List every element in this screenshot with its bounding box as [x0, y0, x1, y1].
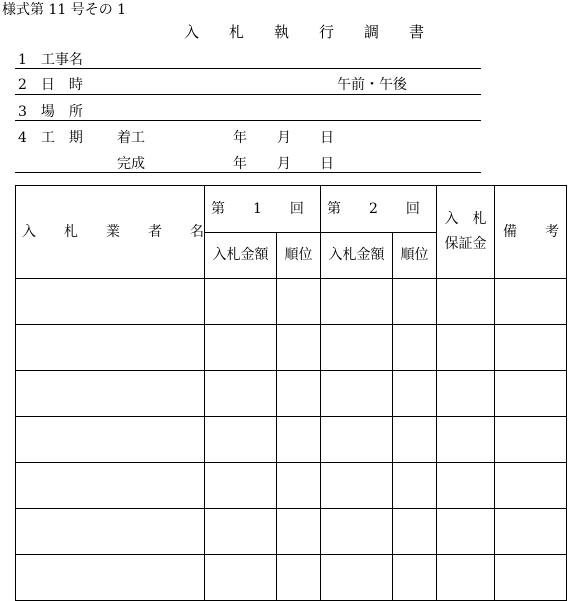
- bidder-cell[interactable]: [16, 509, 205, 555]
- rank1-cell[interactable]: [277, 325, 321, 371]
- deposit-cell[interactable]: [437, 325, 495, 371]
- round2-header: 第 2 回: [321, 186, 437, 233]
- rank1-cell[interactable]: [277, 371, 321, 417]
- amount1-cell[interactable]: [205, 555, 277, 601]
- datetime-underline: [15, 94, 481, 95]
- rank2-cell[interactable]: [393, 279, 437, 325]
- bidder-header: 入 札 業 者 名: [16, 186, 205, 279]
- amount2-cell[interactable]: [321, 509, 393, 555]
- amount2-cell[interactable]: [321, 555, 393, 601]
- end-month: 月: [277, 156, 291, 172]
- work-name-label: 1 工事名: [18, 52, 83, 68]
- table-row: [16, 509, 567, 555]
- deposit-cell[interactable]: [437, 417, 495, 463]
- round2-rank-header: 順位: [393, 233, 437, 279]
- remarks-cell[interactable]: [495, 509, 567, 555]
- rank1-cell[interactable]: [277, 417, 321, 463]
- amount1-cell[interactable]: [205, 325, 277, 371]
- remarks-cell[interactable]: [495, 371, 567, 417]
- rank2-cell[interactable]: [393, 371, 437, 417]
- bidder-cell[interactable]: [16, 325, 205, 371]
- amount1-cell[interactable]: [205, 279, 277, 325]
- amount2-cell[interactable]: [321, 325, 393, 371]
- datetime-label: 2 日 時: [18, 77, 83, 93]
- remarks-header: 備 考: [495, 186, 567, 279]
- deposit-cell[interactable]: [437, 371, 495, 417]
- round1-header: 第 1 回: [205, 186, 321, 233]
- amount2-cell[interactable]: [321, 279, 393, 325]
- amount1-cell[interactable]: [205, 371, 277, 417]
- table-row: [16, 555, 567, 601]
- start-day: 日: [320, 130, 334, 146]
- amount1-cell[interactable]: [205, 417, 277, 463]
- place-label: 3 場 所: [18, 104, 83, 120]
- bidder-cell[interactable]: [16, 417, 205, 463]
- amount2-cell[interactable]: [321, 371, 393, 417]
- end-year: 年: [233, 156, 247, 172]
- am-pm-text: 午前・午後: [337, 77, 407, 93]
- period-label: 4 工 期: [18, 130, 83, 146]
- remarks-cell[interactable]: [495, 555, 567, 601]
- deposit-cell[interactable]: [437, 279, 495, 325]
- table-row: [16, 463, 567, 509]
- deposit-header: 入 札 保証金: [437, 186, 495, 279]
- round2-amount-header: 入札金額: [321, 233, 393, 279]
- table-row: [16, 325, 567, 371]
- rank1-cell[interactable]: [277, 279, 321, 325]
- amount1-cell[interactable]: [205, 463, 277, 509]
- remarks-cell[interactable]: [495, 279, 567, 325]
- place-underline: [15, 120, 481, 121]
- rank1-cell[interactable]: [277, 509, 321, 555]
- work-name-underline: [15, 68, 481, 69]
- end-day: 日: [320, 156, 334, 172]
- rank1-cell[interactable]: [277, 463, 321, 509]
- deposit-cell[interactable]: [437, 555, 495, 601]
- bidder-cell[interactable]: [16, 279, 205, 325]
- table-row: [16, 279, 567, 325]
- rank2-cell[interactable]: [393, 417, 437, 463]
- rank2-cell[interactable]: [393, 509, 437, 555]
- bidder-cell[interactable]: [16, 555, 205, 601]
- table-row: [16, 417, 567, 463]
- deposit-cell[interactable]: [437, 509, 495, 555]
- remarks-cell[interactable]: [495, 463, 567, 509]
- remarks-cell[interactable]: [495, 417, 567, 463]
- table-row: [16, 371, 567, 417]
- start-label: 着工: [117, 130, 145, 146]
- round1-rank-header: 順位: [277, 233, 321, 279]
- bid-table: [15, 185, 567, 601]
- period-underline: [15, 172, 481, 173]
- rank2-cell[interactable]: [393, 463, 437, 509]
- rank1-cell[interactable]: [277, 555, 321, 601]
- amount2-cell[interactable]: [321, 463, 393, 509]
- start-month: 月: [277, 130, 291, 146]
- bidder-cell[interactable]: [16, 463, 205, 509]
- start-year: 年: [233, 130, 247, 146]
- rank2-cell[interactable]: [393, 555, 437, 601]
- rank2-cell[interactable]: [393, 325, 437, 371]
- amount1-cell[interactable]: [205, 509, 277, 555]
- form-number: 様式第 11 号その 1: [2, 2, 127, 18]
- document-title: 入 札 執 行 調 書: [184, 23, 425, 41]
- end-label: 完成: [117, 156, 145, 172]
- round1-amount-header: 入札金額: [205, 233, 277, 279]
- amount2-cell[interactable]: [321, 417, 393, 463]
- deposit-cell[interactable]: [437, 463, 495, 509]
- bidder-cell[interactable]: [16, 371, 205, 417]
- remarks-cell[interactable]: [495, 325, 567, 371]
